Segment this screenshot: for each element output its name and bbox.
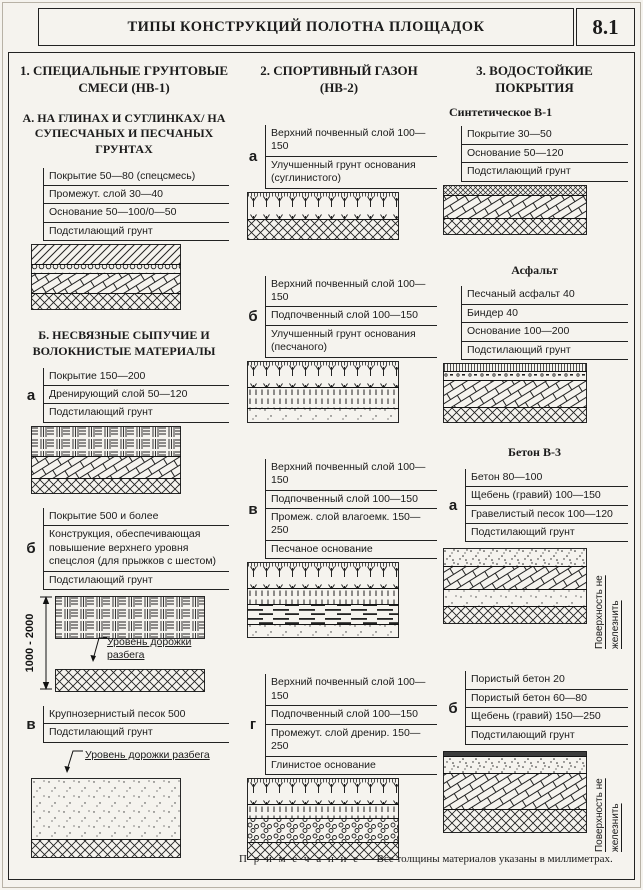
diagram-concrete-a: [443, 548, 587, 624]
diagram-special-mix: [31, 244, 181, 310]
item-letter: в: [248, 500, 258, 518]
layer-label: Подпочвенный слой 100—150: [266, 307, 437, 325]
main-frame: [8, 52, 635, 880]
asphalt-section: [441, 263, 628, 423]
layer-label: Промеж. слой влагоемк. 150—250: [266, 509, 437, 541]
layer-label: Щебень (гравий) 100—150: [466, 487, 628, 505]
diagram-elevated-wrap: [24, 596, 205, 692]
item-labels: [43, 706, 229, 743]
item-labels: [43, 368, 229, 423]
runway-level-callout: [89, 636, 209, 664]
item-labels: [465, 469, 628, 543]
leader-arrow-icon: [63, 749, 85, 775]
layer-label: Подстилающий грунт: [466, 727, 628, 745]
runway-level-callout: [63, 749, 229, 775]
callout-text: Уровень дорожки разбега: [85, 748, 210, 761]
concrete-section: [441, 445, 628, 852]
layer-label: Верхний почвенный слой 100—150: [266, 674, 437, 706]
column2-heading: 2. СПОРТИВНЫЙ ГАЗОН (НВ-2): [260, 63, 418, 95]
layer-label: Конструкция, обеспечивающая повышение верхнего уровня спецслоя (для прыжков с шестом): [44, 526, 229, 571]
layer-label: Гравелистый песок 100—120: [466, 506, 628, 524]
footnote-text: — Все толщины материалов указаны в миллиметрах.: [362, 853, 613, 865]
layer-label: Пористый бетон 20: [466, 671, 628, 689]
asphalt-heading: Асфальт: [511, 262, 558, 277]
item-labels: [465, 671, 628, 745]
layer-label: Покрытие 500 и более: [44, 508, 229, 526]
lawn-item-b: [241, 276, 437, 423]
layer-label: Подстилающий грунт: [44, 404, 229, 422]
layer-label: Пористый бетон 60—80: [466, 690, 628, 708]
item-letter: а: [26, 386, 36, 404]
diagram-synthetic: [443, 185, 587, 235]
layer-label: Бетон 80—100: [466, 469, 628, 487]
item-labels: [265, 276, 437, 358]
lawn-item-a: [241, 125, 437, 240]
title-bar: [38, 8, 635, 46]
lawn-item-v: [241, 459, 437, 639]
asphalt-labels: [461, 286, 628, 360]
item-labels: [265, 459, 437, 560]
diagram-lawn-b: [247, 361, 399, 423]
item-b-a: [19, 368, 229, 494]
layer-label: Подстилающий грунт: [462, 342, 628, 360]
layer-label: Подпочвенный слой 100—150: [266, 491, 437, 509]
title-box: [38, 8, 574, 46]
code-box: [576, 8, 635, 46]
column-sport-lawn: [233, 53, 439, 879]
column1-heading: 1. СПЕЦИАЛЬНЫЕ ГРУНТОВЫЕ СМЕСИ (НВ-1): [19, 63, 229, 95]
layer-label: Промежут. слой дренир. 150—250: [266, 725, 437, 757]
item-letter: г: [249, 716, 257, 734]
layer-label: Подстилающий грунт: [44, 724, 229, 742]
item-letter: а: [448, 497, 458, 514]
item-b-v: [19, 706, 229, 858]
column-special-soil-mixes: [9, 53, 233, 879]
layer-label: Верхний почвенный слой 100—150: [266, 125, 437, 157]
layer-label: Подстилающий грунт: [44, 223, 229, 241]
layer-label: Основание 50—100/0—50: [44, 204, 229, 222]
layer-label: Глинистое основание: [266, 757, 437, 775]
diagram-with-note: [441, 748, 628, 852]
layer-label: Песчаный асфальт 40: [462, 286, 628, 304]
item-letter: б: [248, 308, 258, 326]
diagram-asphalt: [443, 363, 587, 423]
dimension-text: 1000 - 2000: [24, 613, 36, 673]
synthetic-section: [441, 105, 628, 235]
layer-label: Верхний почвенный слой 100—150: [266, 459, 437, 491]
diagram-loose-a: [31, 426, 181, 494]
diagram-lawn-g: [247, 778, 399, 860]
footnote: [239, 853, 613, 865]
footnote-label: П р и м е ч а н и е: [239, 853, 360, 865]
concrete-heading: Бетон В-3: [508, 445, 561, 460]
layer-label: Подстилающий грунт: [466, 524, 628, 542]
item-letter: в: [26, 715, 36, 733]
height-dimension: [19, 594, 55, 694]
item-letter: б: [448, 699, 458, 717]
layer-label: Биндер 40: [462, 305, 628, 323]
layer-label: Улучшенный грунт основания (песчаного): [266, 326, 437, 358]
layer-label: Верхний почвенный слой 100—150: [266, 276, 437, 308]
diagram-sand: [31, 778, 181, 858]
diagram-with-note: [441, 545, 628, 649]
surface-note: Поверхность не железнить: [594, 778, 621, 853]
layer-label: Подпочвенный слой 100—150: [266, 706, 437, 724]
section-b-heading: Б. НЕСВЯЗНЫЕ СЫПУЧИЕ И ВОЛОКНИСТЫЕ МАТЕРИАЛЫ: [32, 328, 216, 358]
section-a-heading: А. НА ГЛИНАХ И СУГЛИНКАХ/ НА СУПЕСЧАНЫХ И ПЕСЧАНЫХ ГРУНТАХ: [22, 110, 226, 156]
diagram-concrete-b: [443, 751, 587, 833]
synthetic-heading: Синтетическое В-1: [449, 104, 553, 119]
item-letter: б: [26, 540, 36, 558]
layer-label: Дренирующий слой 50—120: [44, 386, 229, 404]
concrete-item-b: [441, 671, 628, 852]
layer-label: Покрытие 50—80 (спецсмесь): [44, 168, 229, 186]
concrete-item-a: [441, 469, 628, 650]
layer-label: Щебень (гравий) 150—250: [466, 708, 628, 726]
section-a-labels: [43, 168, 229, 242]
diagram-lawn-v: [247, 562, 399, 638]
item-labels: [265, 125, 437, 189]
item-letter: а: [248, 148, 258, 166]
leader-arrow-icon: [89, 636, 107, 664]
layer-label: Улучшенный грунт основания (суглинистого): [266, 157, 437, 189]
layer-label: Основание 100—200: [462, 323, 628, 341]
layer-label: Основание 50—120: [462, 145, 628, 163]
synthetic-labels: [461, 126, 628, 181]
item-b-b: [19, 508, 229, 692]
page-title: ТИПЫ КОНСТРУКЦИЙ ПОЛОТНА ПЛОЩАДОК: [127, 18, 485, 35]
item-labels: [265, 674, 437, 775]
layer-label: Покрытие 30—50: [462, 126, 628, 144]
layer-label: Подстилающий грунт: [44, 572, 229, 590]
lawn-item-g: [241, 674, 437, 860]
surface-note: Поверхность не железнить: [594, 575, 621, 650]
column3-heading: 3. ВОДОСТОЙКИЕ ПОКРЫТИЯ: [476, 63, 593, 95]
layer-label: Песчаное основание: [266, 541, 437, 559]
layer-label: Покрытие 150—200: [44, 368, 229, 386]
callout-text: Уровень дорожки разбега: [106, 636, 192, 662]
layer-label: Промежут. слой 30—40: [44, 186, 229, 204]
item-labels: [43, 508, 229, 590]
section-code: 8.1: [592, 14, 619, 39]
layer-label: Крупнозернистый песок 500: [44, 706, 229, 724]
diagram-lawn-a: [247, 192, 399, 240]
layer-label: Подстилающий грунт: [462, 163, 628, 181]
column-waterproof-coverings: [439, 53, 634, 879]
